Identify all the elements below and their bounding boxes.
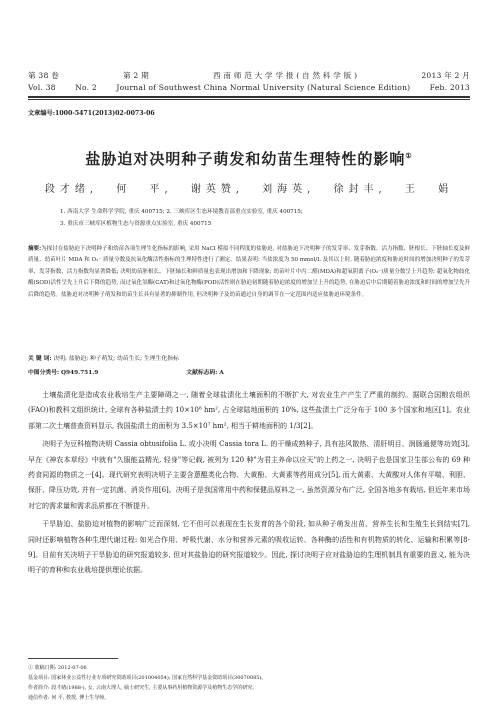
clc-code: Q949.751.9 — [60, 370, 99, 376]
date-en: Feb. 2013 — [429, 83, 470, 92]
author-list: 段才绪, 何 平, 谢英赞, 刘海英, 徐封丰, 王 娟 — [44, 184, 454, 195]
body-paragraph: 干旱胁迫、盐胁迫对植物的影响广泛而深刻, 它不但可以表现在生长发育的各个阶段, 如从种子萌发出苗、营养生长和生殖生长到结实[7], 同时还影响植物各种生理代谢过程: 如光合作用、呼吸代谢、水分和营养元素的吸收运转、各种酶的活性和有机物质的转化、运输和积累等[8-9]。目前有关决明子干旱胁迫的研究报道较多, 但对其盐胁迫的研究报道较少。因此, 探讨决明子应对盐胁迫的生理机制具有重要的意义, 能为决明子的育种和农业栽培提供理论依据。 — [28, 520, 470, 575]
clc-label: 中图分类号: — [28, 370, 60, 376]
journal-name-en: Journal of Southwest China Normal University (Natural Science Edition) — [116, 83, 411, 92]
footnote-line: 通信作者: 何 平, 教授, 博士生导师。 — [28, 695, 110, 701]
running-header-en — [28, 83, 470, 92]
footnote-rule — [28, 658, 118, 659]
volume-cn: 第 38 卷 — [28, 71, 59, 80]
paper-title — [28, 148, 470, 169]
date-cn: 2013 年 2 月 — [421, 71, 470, 80]
keywords — [28, 353, 470, 362]
body-paragraph: 决明子为豆科植物决明 Cassia obtusifolia L. 或小决明 Cassia tora L. 的干燥成熟种子, 具有祛风散热、清肝明目、润肠通便等功效[3], 早在《神农本草经》中就有"久服能益精光, 轻身"等记载, 被列为 120 种"为君主养命以应天"的上药之一, 决明子也是国家卫生部公布的 69 种药食同源的物质之一[4]。现代研究表明决明子主要含蒽醌类化合物、大黄酚、大黄素等药用成分[5], 而大黄素、大黄酸对人体有平喘、利胆、保肝、降压功效, 并有一定抗菌、消炎作用[6]。决明子是我国常用中药和保健品原料之一, 虽然资源分布广泛, 全国各地多有栽培, 但近年来市场对它的需求量和需求品质都在不断提升。 — [28, 440, 470, 510]
footnote-line: 作者简介: 段才绪(1988-), 女, 云南大理人, 硕士研究生, 主要从事药用植物资源学及植物生态学的研究。 — [28, 685, 258, 691]
keywords-text: 决明; 盐胁迫; 种子萌发; 幼苗生长; 生理生化指标 — [53, 356, 179, 362]
doc-code: A — [219, 370, 224, 376]
issue-en: No. 2 — [75, 83, 97, 92]
footnote-line: ① 收稿日期: 2012-07-06 — [28, 665, 87, 671]
header-rule-thin — [28, 99, 470, 100]
abstract-label: 摘要: — [28, 246, 42, 252]
article-number: 文章编号:1000-5471(2013)02-0073-06 — [28, 110, 155, 117]
volume-en: Vol. 38 — [28, 83, 56, 92]
abstract — [28, 244, 470, 301]
affiliation-line: 1. 西南大学 生命科学学院, 重庆 400715; 2. 三峡库区生态环境教育部重点实验室, 重庆 400715; — [60, 209, 303, 215]
classification-line — [28, 367, 470, 376]
keywords-label: 关 键 词: — [28, 356, 52, 362]
abstract-text: 为探讨在盐胁迫下决明种子和幼苗各项生理生化指标的影响, 采用 NaCl 模拟不同程度的盐胁迫, 对盐胁迫下决明种子的发芽率、发芽指数、活力指数、胚根长、下胚轴长度及鲜质量、幼苗叶片 MDA 和 O₂⁻ 质量分数及抗氧化酶活性指标的生理特性进行了测定。结果表明: 当盐浓度为 50 mmol/L 及其以上时, 随着胁迫浓度和胁迫时间的增加决明种子的发芽率、发芽指数、活力指数均显著降低; 决明幼苗胚根长、下胚轴长和鲜质量也表现出增加和下降现象; 幼苗叶片中丙二醛(MDA)和超氧阴离子(O₂⁻)质量分数呈上升趋势; 超氧化物歧化酶(SOD)活性呈先上升后下降的趋势, 而过氧化氢酶(CAT)和过氧化物酶(POD)活性则在胁迫初期随着胁迫浓度的增加呈上升的趋势, 在胁迫后中后期随着胁迫浓度和时间的增加呈先升后降的趋势。盐胁迫对决明种子萌发和幼苗生长具有显著的抑制作用, 但决明种子及幼苗通过自身的调节在一定范围内适应盐胁迫环境条件。 — [28, 246, 470, 298]
doc-code-label: 文献标志码: — [186, 370, 218, 376]
footnotes — [28, 663, 470, 703]
journal-name-cn: 西 南 师 范 大 学 学 报 ( 自 然 科 学 版 ) — [213, 71, 358, 80]
running-header-cn — [28, 70, 470, 81]
header-rule-thick — [28, 96, 470, 98]
footnote-line: 基金项目: 国家林业公益性行业专项研究资助项目(201004054); 国家自然科学基金资助项目(30070085)。 — [28, 675, 267, 681]
title-footnote-mark: ① — [405, 151, 413, 160]
title-text: 盐胁迫对决明种子萌发和幼苗生理特性的影响 — [85, 150, 406, 168]
issue-cn: 第 2 期 — [123, 71, 149, 80]
body-text — [28, 388, 470, 582]
affiliation-line: 3. 重庆市三峡库区植物生态与资源重点实验室, 重庆 400715 — [60, 221, 212, 227]
body-paragraph: 土壤盐渍化是造成农业栽培生产主要障碍之一, 随着全球盐渍化土壤面积的不断扩大, 对农业生产产生了严重的制约。据联合国粮农组织(FAO)和教科文组织统计, 全球有各种盐渍土约 10×10⁸ hm², 占全球陆地面积的 10%, 这些盐渍土广泛分布于 100 多个国家和地区[1]。农业部第二次土壤普查资料显示, 我国盐渍土的面积为 3.5×10⁷ hm², 相当于耕地面积的 1/3[2]。 — [28, 391, 470, 430]
